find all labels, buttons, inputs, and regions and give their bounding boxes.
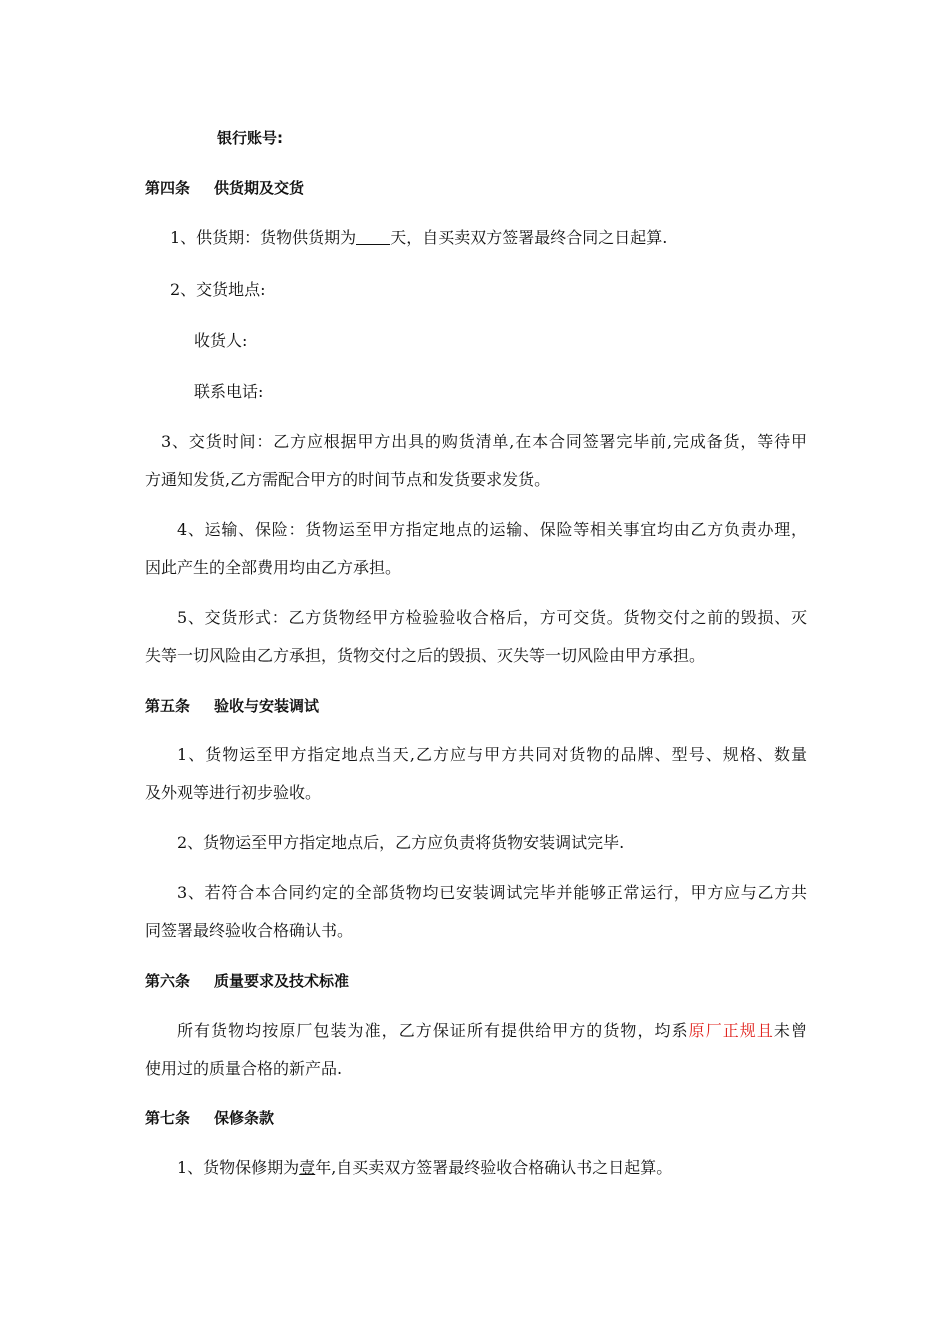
warranty-years-value: 壹 bbox=[299, 1158, 316, 1177]
article-7-title: 保修条款 bbox=[214, 1109, 275, 1127]
article-6-highlight: 原厂正规且 bbox=[688, 1021, 774, 1040]
article-5-title: 验收与安装调试 bbox=[214, 697, 320, 715]
article-7-heading bbox=[145, 1099, 807, 1137]
article-4-item-4-line-2: 因此产生的全部费用均由乙方承担。 bbox=[145, 558, 402, 577]
article-6-text-tail: 未曾 bbox=[773, 1021, 807, 1040]
article-6-text: 所有货物均按原厂包装为准，乙方保证所有提供给甲方的货物，均系 bbox=[177, 1021, 689, 1040]
article-4-item-2: 2、交货地点: bbox=[170, 280, 266, 299]
phone-label: 联系电话: bbox=[194, 382, 264, 401]
article-4-item-1-text: 1、供货期：货物供货期为 bbox=[170, 228, 357, 247]
article-5-item-1-line-1: 1、货物运至甲方指定地点当天,乙方应与甲方共同对货物的品牌、型号、规格、数量 bbox=[177, 745, 807, 764]
bank-account-label: 银行账号: bbox=[217, 129, 283, 147]
article-4-item-5-line-2: 失等一切风险由乙方承担，货物交付之后的毁损、灭失等一切风险由甲方承担。 bbox=[145, 646, 706, 665]
article-7-number: 第七条 bbox=[145, 1109, 191, 1127]
article-5-item-1-line-2: 及外观等进行初步验收。 bbox=[145, 783, 322, 802]
article-6-number: 第六条 bbox=[145, 972, 191, 990]
article-5-item-3-line-2: 同签署最终验收合格确认书。 bbox=[145, 921, 354, 940]
article-7-item-1-text: 1、货物保修期为 bbox=[177, 1158, 300, 1177]
article-6-paragraph-line-2: 使用过的质量合格的新产品. bbox=[145, 1059, 343, 1078]
article-4-heading bbox=[145, 169, 807, 207]
receiver-label: 收货人: bbox=[194, 331, 248, 350]
article-4-item-4-line-1: 4、运输、保险：货物运至甲方指定地点的运输、保险等相关事宜均由乙方负责办理， bbox=[177, 520, 807, 539]
article-6-heading bbox=[145, 962, 807, 1000]
article-4-title: 供货期及交货 bbox=[214, 179, 305, 197]
article-4-item-1-tail: 天，自买卖双方签署最终合同之日起算. bbox=[390, 228, 668, 247]
article-4-item-1 bbox=[170, 219, 832, 257]
article-4-item-3-line-2: 方通知发货,乙方需配合甲方的时间节点和发货要求发货。 bbox=[145, 470, 551, 489]
article-7-item-1-tail: 年,自买卖双方签署最终验收合格确认书之日起算。 bbox=[315, 1158, 673, 1177]
article-6-paragraph-line-1 bbox=[177, 1012, 807, 1050]
article-6-title: 质量要求及技术标准 bbox=[214, 972, 350, 990]
article-4-number: 第四条 bbox=[145, 179, 191, 197]
article-5-item-2: 2、货物运至甲方指定地点后，乙方应负责将货物安装调试完毕. bbox=[177, 833, 625, 852]
article-5-number: 第五条 bbox=[145, 697, 191, 715]
article-4-item-5-line-1: 5、交货形式：乙方货物经甲方检验验收合格后，方可交货。货物交付之前的毁损、灭 bbox=[177, 608, 807, 627]
blank-days-field bbox=[356, 228, 390, 245]
article-5-heading bbox=[145, 687, 807, 725]
article-7-item-1 bbox=[177, 1149, 839, 1187]
article-5-item-3-line-1: 3、若符合本合同约定的全部货物均已安装调试完毕并能够正常运行，甲方应与乙方共 bbox=[177, 883, 807, 902]
article-4-item-3-line-1: 3、交货时间：乙方应根据甲方出具的购货清单,在本合同签署完毕前,完成备货，等待甲 bbox=[161, 432, 807, 451]
